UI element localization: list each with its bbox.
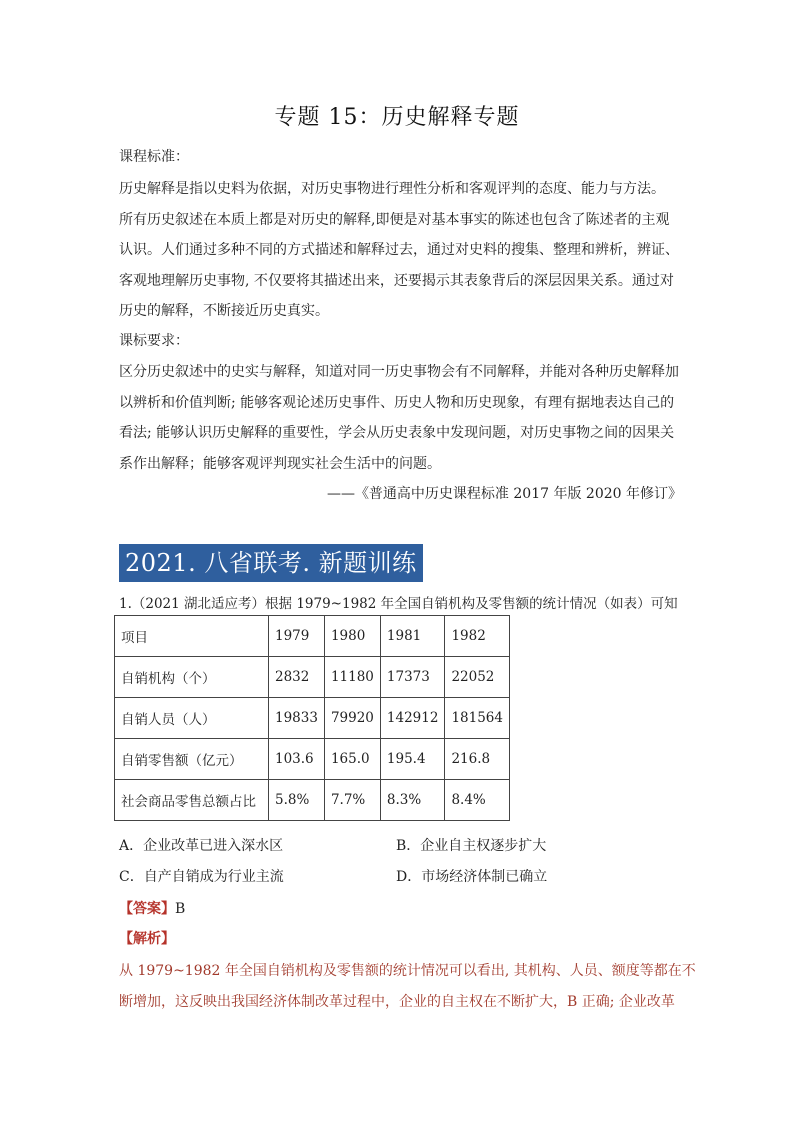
question-stem: 1.（2021 湖北适应考）根据 1979~1982 年全国自销机构及零售额的统计情况（如表）可知 (119, 596, 678, 612)
answer-label: 【答案】 (119, 901, 175, 917)
answer-value: B (175, 901, 186, 917)
table-cell: 142912 (380, 698, 445, 739)
table-cell: 5.8% (269, 780, 325, 821)
statistics-table (114, 615, 510, 821)
page-title: 专题 15：历史解释专题 (274, 105, 520, 130)
table-cell: 17373 (380, 657, 445, 698)
table-cell: 79920 (324, 698, 380, 739)
text-line: 看法; 能够认识历史解释的重要性，学会从历史表象中发现问题，对历史事物之间的因果关 (119, 425, 675, 441)
requirements-text (119, 357, 679, 479)
text-line: 区分历史叙述中的史实与解释，知道对同一历史事物会有不同解释，并能对各种历史解释加 (119, 364, 679, 380)
option-c: C．自产自销成为行业主流 (119, 869, 284, 885)
table-cell: 11180 (324, 657, 380, 698)
table-cell: 1979 (269, 616, 325, 657)
table-cell: 165.0 (324, 739, 380, 780)
table-cell: 8.3% (380, 780, 445, 821)
text-line: 断增加，这反映出我国经济体制改革过程中，企业的自主权在不断扩大，B 正确; 企业改革 (119, 993, 675, 1010)
text-line: 从 1979~1982 年全国自销机构及零售额的统计情况可以看出, 其机构、人员、额度等都在不 (119, 963, 696, 979)
table-cell: 1981 (380, 616, 445, 657)
option-b: B．企业自主权逐步扩大 (396, 838, 547, 854)
section-banner: 2021. 八省联考. 新题训练 (119, 544, 423, 582)
table-cell: 181564 (445, 698, 510, 739)
table-cell: 22052 (445, 657, 510, 698)
text-line: 所有历史叙述在本质上都是对历史的解释,即便是对基本事实的陈述也包含了陈述者的主观 (119, 211, 670, 228)
course-standard-text (119, 174, 679, 327)
table-cell: 7.7% (324, 780, 380, 821)
course-standard-label: 课程标准： (119, 149, 189, 165)
table-cell: 19833 (269, 698, 325, 739)
table-cell: 103.6 (269, 739, 325, 780)
table-cell: 8.4% (445, 780, 510, 821)
table-cell: 2832 (269, 657, 325, 698)
table-cell: 自销人员（人） (115, 698, 269, 739)
text-line: 以辨析和价值判断; 能够客观论述历史事件、历史人物和历史现象，有理有据地表达自己的 (119, 394, 675, 411)
requirements-label: 课标要求： (119, 333, 189, 349)
table-cell: 1982 (445, 616, 510, 657)
option-d: D．市场经济体制已确立 (396, 869, 548, 885)
table-row (115, 657, 510, 698)
text-line: 历史的解释，不断接近历史真实。 (119, 303, 329, 319)
table-cell: 社会商品零售总额占比 (115, 780, 269, 821)
table-row (115, 780, 510, 821)
answer-line (119, 898, 185, 918)
analysis-text (119, 956, 696, 1017)
table-cell: 1980 (324, 616, 380, 657)
table-cell: 项目 (115, 616, 269, 657)
text-line: 系作出解释；能够客观评判现实社会生活中的问题。 (119, 455, 441, 472)
analysis-label: 【解析】 (119, 931, 175, 947)
table-cell: 216.8 (445, 739, 510, 780)
option-a: A．企业改革已进入深水区 (119, 838, 284, 854)
table-cell: 自销零售额（亿元） (115, 739, 269, 780)
text-line: 客观地理解历史事物, 不仅要将其描述出来，还要揭示其表象背后的深层因果关系。通过对 (119, 272, 674, 289)
text-line: 认识。人们通过多种不同的方式描述和解释过去，通过对史料的搜集、整理和辨析，辨证、 (119, 242, 679, 258)
analysis-heading (119, 928, 175, 948)
source-citation: ——《普通高中历史课程标准 2017 年版 2020 年修订》 (326, 486, 682, 502)
table-header-row (115, 616, 510, 657)
table-cell: 自销机构（个） (115, 657, 269, 698)
table-row (115, 698, 510, 739)
table-row (115, 739, 510, 780)
table-cell: 195.4 (380, 739, 445, 780)
text-line: 历史解释是指以史料为依据，对历史事物进行理性分析和客观评判的态度、能力与方法。 (119, 181, 665, 197)
